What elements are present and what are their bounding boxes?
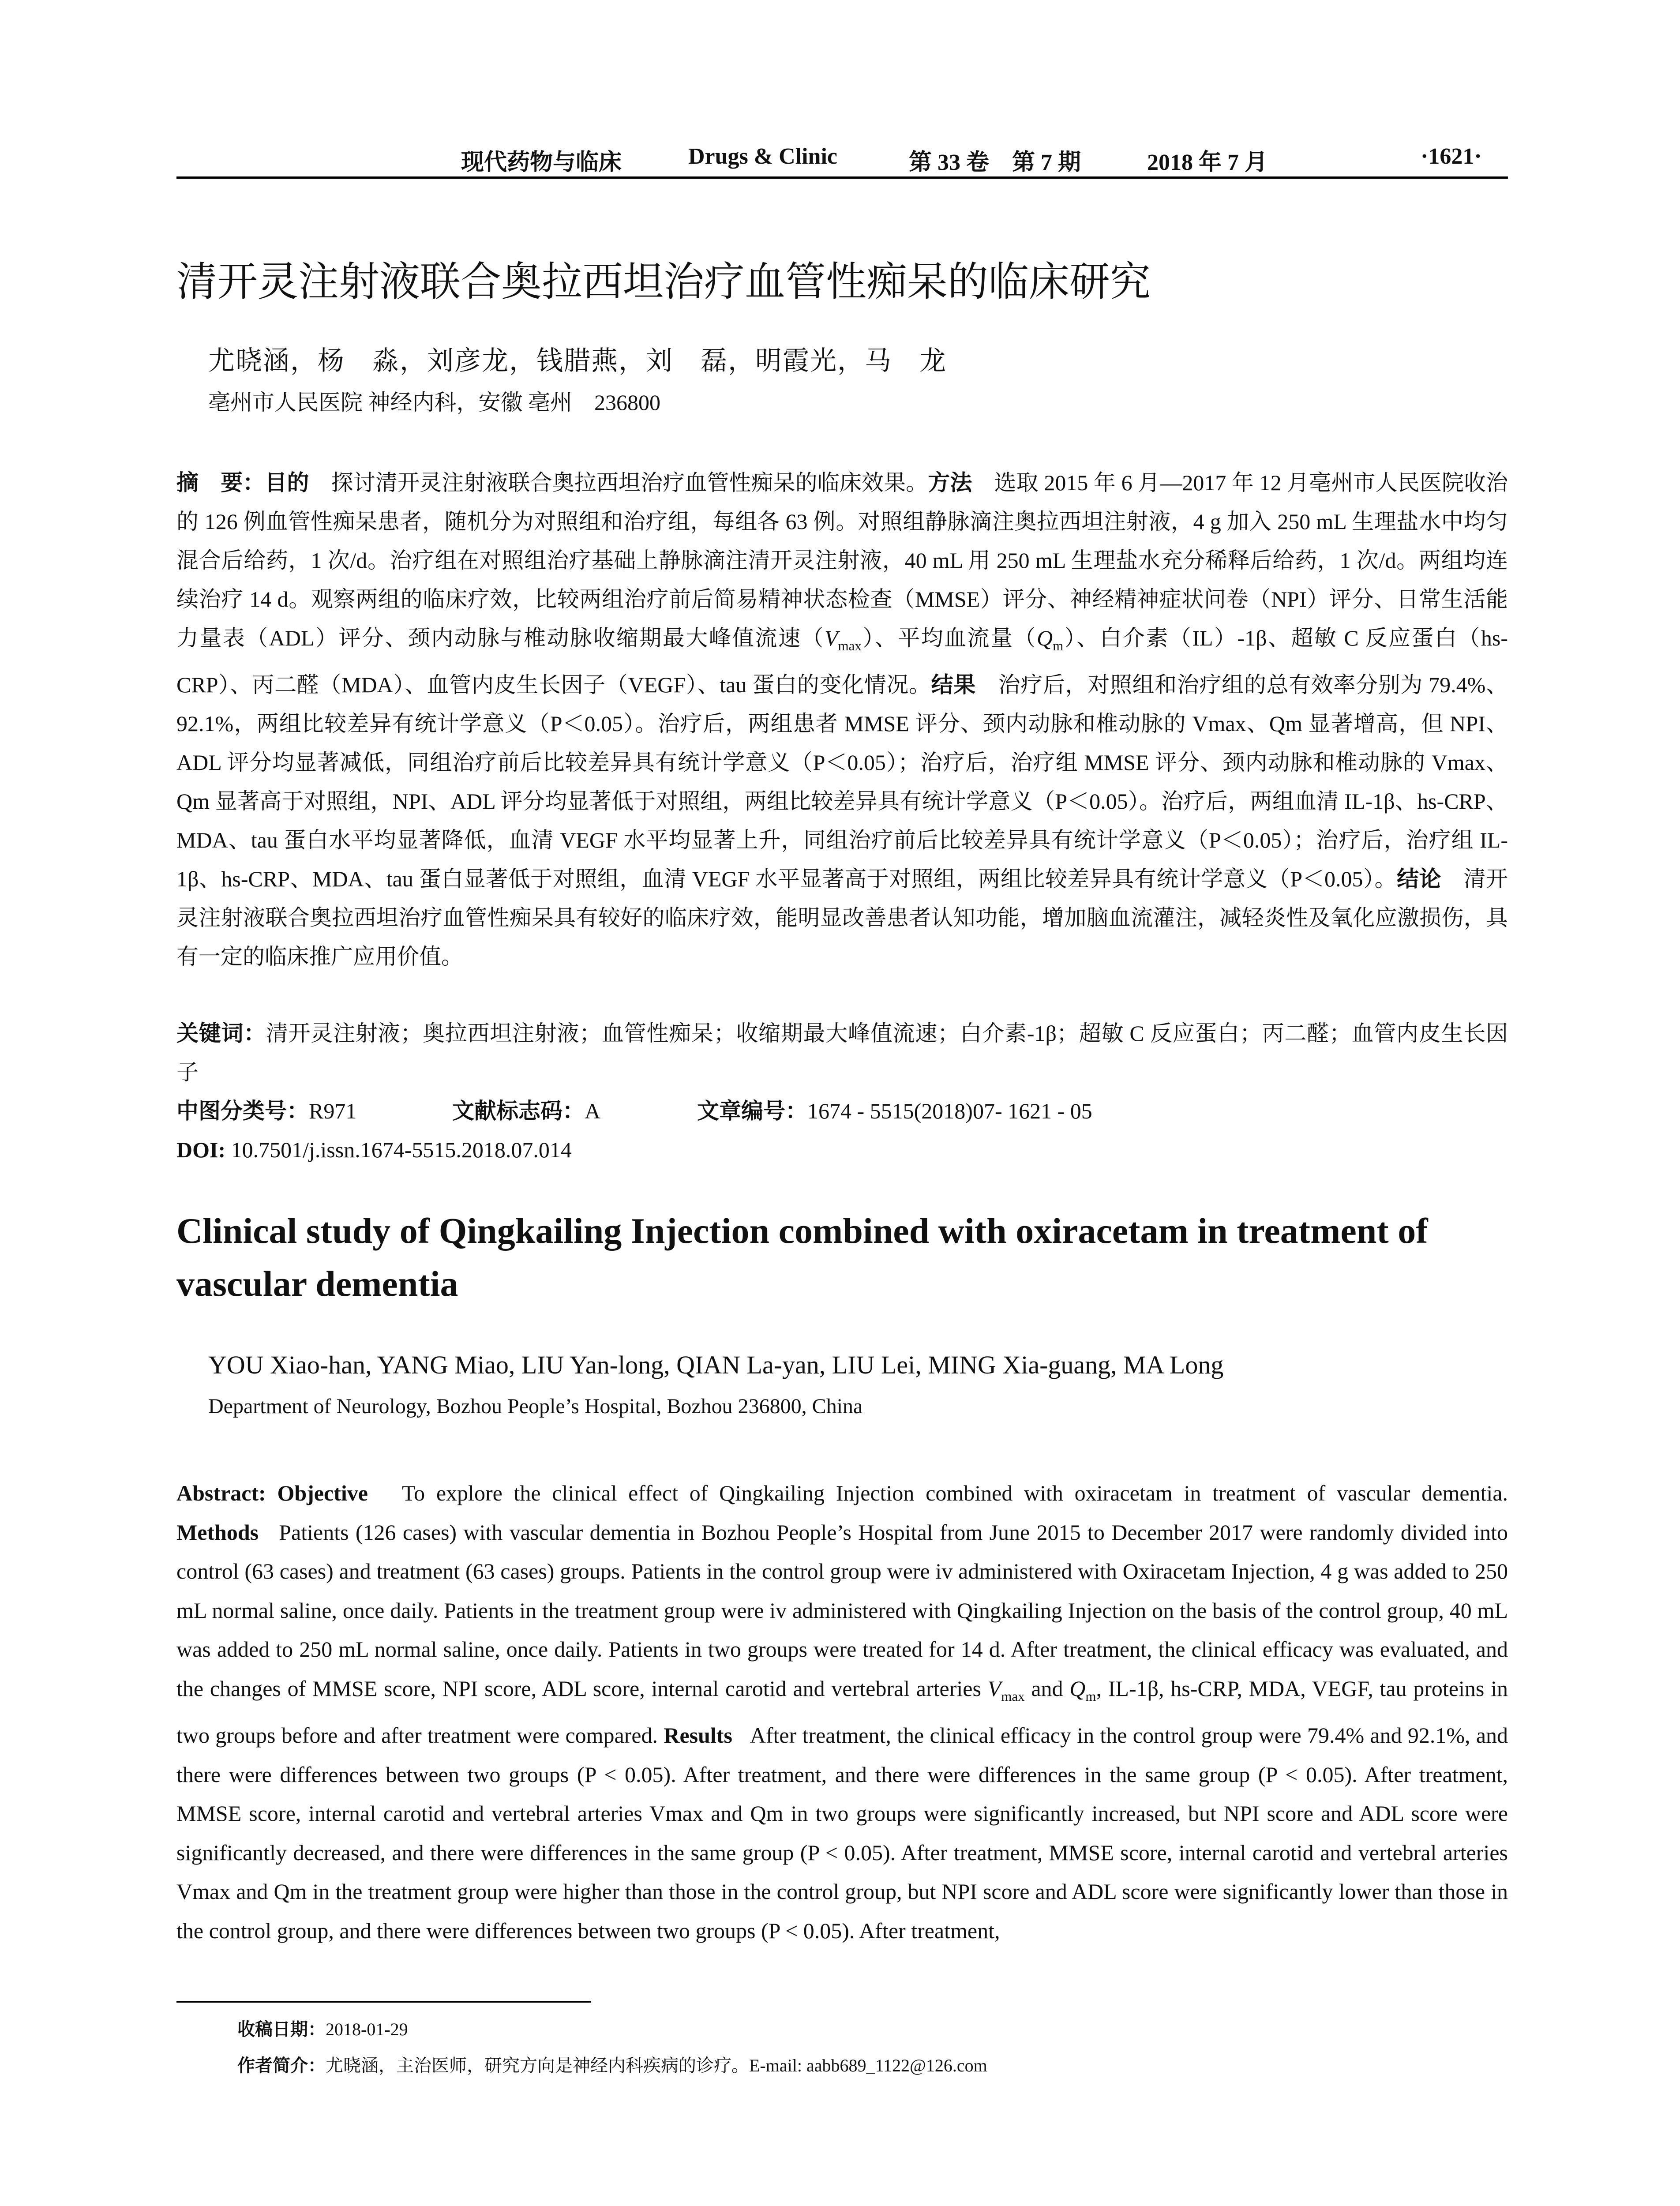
keywords-label-cn: 关键词： [176,1020,266,1046]
results-text-en: After treatment, the clinical efficacy in the control group were 79.4% and 92.1%, and there were differences between two groups (P < 0.05). After treatment, and there were differences in the same group (P < 0.05). After treatment, MMSE score, internal carotid and vertebral arteries Vmax and Qm in two groups were significantly increased, but NPI score and ADL score were significantly decreased, and there were differences in the same group (P < 0.05). After treatment, MMSE score, internal carotid and vertebral arteries Vmax and Qm in the treatment group were higher than those in the control group, but NPI score and ADL score were significantly lower than those in the control group, and there were differences between two groups (P < 0.05). After treatment, [176,1723,1508,1943]
methods-text-en-2: , IL-1β, hs-CRP, MDA, VEGF, tau proteins in two groups before and after treatment were compared. [176,1676,1508,1748]
vmax-symbol-en: V [987,1676,1001,1701]
article-no-label: 文章编号： [697,1098,807,1124]
objective-text-cn: 探讨清开灵注射液联合奥拉西坦治疗血管性痴呆的临床效果。 [331,470,928,495]
received-date-note [237,2015,408,2041]
authors-en: YOU Xiao-han, YANG Miao, LIU Yan-long, QIAN La-yan, LIU Lei, MING Xia-guang, MA Long [208,1351,1224,1379]
classification-row [176,1092,1508,1130]
affiliation-en: Department of Neurology, Bozhou People’s Hospital, Bozhou 236800, China [208,1395,863,1418]
abstract-label-en: Abstract: [176,1481,266,1505]
volume-issue: 第 33 卷 第 7 期 [909,150,1081,175]
title-en: Clinical study of Qingkailing Injection combined with oxiracetam in treatment of vascular dementia [176,1211,1428,1304]
vmax-subscript-en: max [1001,1688,1025,1704]
document-code [452,1092,601,1130]
keywords-text-cn: 清开灵注射液；奥拉西坦注射液；血管性痴呆；收缩期最大峰值流速；白介素-1β；超敏 C 反应蛋白；丙二醛；血管内皮生长因子 [176,1021,1508,1084]
clc-label: 中图分类号： [176,1098,309,1124]
doi-label: DOI: [176,1137,226,1162]
objective-text-en: To explore the clinical effect of Qingkailing Injection combined with oxiracetam in treatment of vascular dementia. [402,1481,1508,1505]
qm-symbol-en: Q [1069,1676,1086,1701]
article-number [697,1092,1092,1130]
methods-label-en: Methods [176,1519,259,1545]
vmax-symbol-cn: V [824,626,838,650]
journal-name-en: Drugs & Clinic [688,144,837,169]
journal-name-cn: 现代药物与临床 [461,149,622,176]
results-text-cn: 治疗后，对照组和治疗组的总有效率分别为 79.4%、92.1%，两组比较差异有统计学意义（P＜0.05）。治疗后，两组患者 MMSE 评分、颈内动脉和椎动脉的 Vmax、Qm 显著增高，但 NPI、ADL 评分均显著减低，同组治疗前后比较差异具有统计学意义（P＜0.05）；治疗后，治疗组 MMSE 评分、颈内动脉和椎动脉的 Vmax、Qm 显著高于对照组，NPI、ADL 评分均显著低于对照组，两组比较差异具有统计学意义（P＜0.05）。治疗后，两组血清 IL-1β、hs-CRP、MDA、tau 蛋白水平均显著降低，血清 VEGF 水平均显著上升，同组治疗前后比较差异具有统计学意义（P＜0.05）；治疗后，治疗组 IL-1β、hs-CRP、MDA、tau 蛋白显著低于对照组，血清 VEGF 水平显著高于对照组，两组比较差异具有统计学意义（P＜0.05）。 [176,672,1508,891]
results-label-en: Results [664,1723,732,1748]
affiliation-cn: 亳州市人民医院 神经内科，安徽 亳州 236800 [208,390,660,415]
qm-subscript-cn: m [1053,638,1064,653]
abstract-label-cn: 摘 要： [176,470,265,495]
author-bio: 尤晓涵，主治医师，研究方向是神经内科疾病的诊疗。E-mail: aabb689_1122@126.com [326,2056,987,2075]
methods-label-cn: 方法 [928,470,972,495]
keywords-cn [176,1014,1508,1092]
abstract-en [176,1474,1508,1950]
conclusion-label-cn: 结论 [1397,866,1442,892]
authors-cn: 尤晓涵，杨 淼，刘彦龙，钱腊燕，刘 磊，明霞光，马 龙 [208,346,947,375]
objective-label-cn: 目的 [265,470,309,495]
objective-label-en: Objective [277,1481,368,1505]
methods-text-en-1: Patients (126 cases) with vascular dementia in Bozhou People’s Hospital from June 2015 to December 2017 were randomly divided into control (63 cases) and treatment (63 cases) groups. Patients in the control group were iv administered with Oxiracetam Injection, 4 g was added to 250 mL normal saline, once daily. Patients in the treatment group were iv administered with Qingkailing Injection on the basis of the control group, 40 mL was added to 250 mL normal saline, once daily. Patients in two groups were treated for 14 d. After treatment, the clinical efficacy was evaluated, and the changes of MMSE score, NPI score, ADL score, internal carotid and vertebral arteries [176,1519,1508,1701]
header-rule [176,176,1508,179]
author-bio-note [237,2052,987,2077]
vmax-subscript-cn: max [838,638,862,653]
abstract-cn [176,463,1508,976]
received-date: 2018-01-29 [326,2019,408,2039]
doc-code-label: 文献标志码： [452,1098,585,1124]
methods-text-cn-1: 选取 2015 年 6 月—2017 年 12 月亳州市人民医院收治的 126 例血管性痴呆患者，随机分为对照组和治疗组，每组各 63 例。对照组静脉滴注奥拉西坦注射液，4 g 加入 250 mL 生理盐水中均匀混合后给药，1 次/d。治疗组在对照组治疗基础上静脉滴注清开灵注射液，40 mL 用 250 mL 生理盐水充分稀释后给药，1 次/d。两组均连续治疗 14 d。观察两组的临床疗效，比较两组治疗前后简易精神状态检查（MMSE）评分、神经精神症状问卷（NPI）评分、日常生活能力量表（ADL）评分、颈内动脉与椎动脉收缩期最大峰值流速（ [176,470,1508,650]
footnote-rule [176,2001,591,2003]
results-label-cn: 结果 [931,672,976,698]
running-header [176,143,1508,179]
methods-text-cn-3: ）、白介素（IL）-1β、超敏 C 反应蛋白（hs-CRP）、丙二醛（MDA）、血管内皮生长因子（VEGF）、tau 蛋白的变化情况。 [176,626,1508,697]
doi-value: 10.7501/j.issn.1674-5515.2018.07.014 [231,1137,572,1162]
clc-value: R971 [309,1099,357,1123]
issue-date: 2018 年 7 月 [1147,150,1268,175]
received-label: 收稿日期： [237,2019,326,2040]
clc-number [176,1092,357,1130]
methods-text-cn-2: ）、平均血流量（ [861,626,1037,650]
author-bio-label: 作者简介： [237,2056,326,2076]
article-no-value: 1674 - 5515(2018)07- 1621 - 05 [807,1099,1092,1123]
doc-code-value: A [585,1099,601,1123]
qm-subscript-en: m [1085,1688,1096,1704]
qm-symbol-cn: Q [1036,626,1053,650]
title-cn: 清开灵注射液联合奥拉西坦治疗血管性痴呆的临床研究 [176,258,1151,305]
conclusion-text-cn: 清开灵注射液联合奥拉西坦治疗血管性痴呆具有较好的临床疗效，能明显改善患者认知功能，增加脑血流灌注，减轻炎性及氧化应激损伤，具有一定的临床推广应用价值。 [176,867,1508,969]
doi-line[interactable] [176,1130,572,1169]
methods-and-en: and [1024,1676,1070,1701]
page-number: ·1621· [1421,144,1482,169]
